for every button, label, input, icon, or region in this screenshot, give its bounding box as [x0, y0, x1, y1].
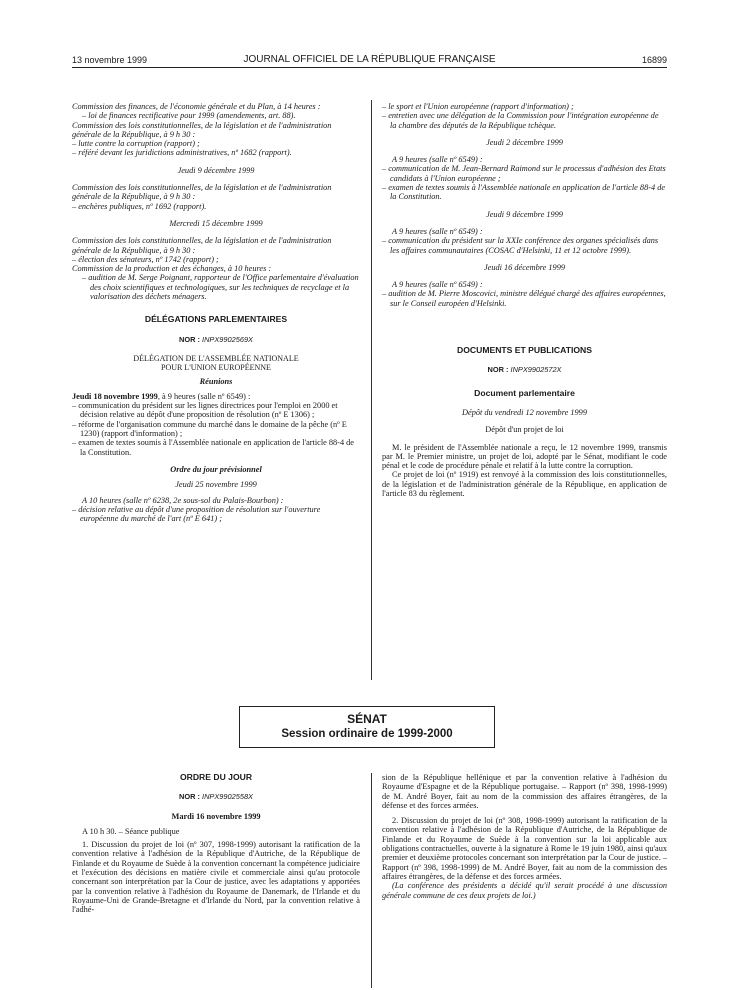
list-item: – réforme de l'organisation commune du marché dans le domaine de la pêche (nº E 1230) (rapport d'information) ;	[72, 419, 347, 439]
list-item: – audition de M. Pierre Moscovici, ministre délégué chargé des affaires européennes, sur le Conseil européen d'Helsinki.	[382, 289, 666, 308]
right-column-bottom	[382, 773, 667, 900]
paragraph: (La conférence des présidents a décidé qu'il serait procédé à une discussion générale commune de ces deux projets de loi.)	[382, 881, 667, 900]
paragraph: 1. Discussion du projet de loi (nº 307, 1998-1999) autorisant la ratification de la convention relative à l'adhésion de la République d'Autriche, de la République de Finlande et du Royaume de Suède à la convention concernant la compétence judiciaire et l'exécution des décisions en matière civile et commerciale ainsi qu'au protocole concernant son interprétation par la Cour de justice, avec les adaptations y apportées par la convention relative à l'adhésion du Royaume de Danemark, de l'Irlande et du Royaume-Uni de Grande-Bretagne et d'Irlande du Nord, par la convention relative à l'adhé-	[72, 840, 360, 915]
nor-line: NOR : INPX9902558X	[179, 792, 253, 802]
list-item: – communication du président sur les lignes directrices pour l'emploi en 2000 et décision relative au dépôt d'une proposition de résolution (nº E 1306) ;	[72, 401, 338, 420]
section-title-ordre-du-jour: ORDRE DU JOUR	[179, 772, 253, 782]
date-heading: Mardi 16 novembre 1999	[171, 811, 261, 821]
meeting-line: Jeudi 18 novembre 1999, à 9 heures (salle nº 6549) :	[72, 391, 251, 401]
paragraph: Commission de la production et des échanges, à 10 heures :	[72, 264, 272, 274]
date-heading: Jeudi 2 décembre 1999	[486, 137, 563, 147]
column-divider	[371, 773, 372, 988]
time-line: A 9 heures (salle nº 6549) :	[392, 226, 483, 236]
list-item: – examen de textes soumis à l'Assemblée nationale en application de l'article 88-4 de la Constitution.	[72, 438, 354, 457]
subheading-ordre: Ordre du jour prévisionnel	[170, 464, 262, 474]
paragraph: Commission des finances, de l'économie générale et du Plan, à 14 heures :	[72, 102, 321, 111]
header-page-number: 16899	[641, 55, 667, 65]
section-title-delegations: DÉLÉGATIONS PARLEMENTAIRES	[144, 314, 288, 325]
depot-subheading: Dépôt d'un projet de loi	[485, 425, 564, 435]
header-date: 13 novembre 1999	[72, 55, 148, 65]
left-column-bottom	[72, 773, 360, 915]
section-title-documents: DOCUMENTS ET PUBLICATIONS	[457, 345, 592, 356]
nor-line: NOR : INPX9902572X	[487, 365, 562, 375]
paragraph: M. le président de l'Assemblée nationale a reçu, le 12 novembre 1999, transmis par M. le Premier ministre, un projet de loi, adopté par le Sénat, modifiant le code pénal et le code de procédure pénale et relatif à la lutte contre la corruption.	[382, 442, 667, 471]
list-item: – lutte contre la corruption (rapport) ;	[72, 139, 200, 149]
time-line: A 9 heures (salle nº 6549) :	[392, 280, 483, 290]
list-item: – entretien avec une délégation de la Commission pour l'intégration européenne de la chambre des députés de la République tchèque.	[382, 111, 659, 130]
paragraph: Commission des lois constitutionnelles, de la législation et de l'administration générale de la République, à 9 h 30 :	[72, 183, 332, 202]
senat-session: Session ordinaire de 1999-2000	[281, 728, 453, 740]
column-divider	[371, 100, 372, 680]
depot-date: Dépôt du vendredi 12 novembre 1999	[462, 407, 587, 417]
time-line: A 10 heures (salle nº 6238, 2e sous-sol du Palais-Bourbon) :	[82, 495, 284, 505]
list-item: – enchères publiques, nº 1692 (rapport).	[72, 201, 207, 211]
list-item: – communication de M. Jean-Bernard Raimond sur le processus d'adhésion des Etats candidats à l'Union européenne ;	[382, 164, 666, 183]
list-item: – loi de finances rectificative pour 1999 (amendements, art. 88).	[82, 111, 296, 121]
header-journal-title: JOURNAL OFFICIEL DE LA RÉPUBLIQUE FRANÇAISE	[243, 54, 496, 65]
time-line: A 10 h 30. – Séance publique	[82, 826, 180, 836]
left-column-top	[72, 102, 360, 523]
time-line: A 9 heures (salle nº 6549) :	[392, 155, 483, 165]
paragraph: Commission des lois constitutionnelles, de la législation et de l'administration générale de la République, à 9 h 30 :	[72, 120, 332, 139]
date-heading: Jeudi 16 décembre 1999	[483, 262, 566, 272]
date-heading: Mercredi 15 décembre 1999	[169, 218, 263, 228]
list-item: – audition de M. Serge Poignant, rapporteur de l'Office parlementaire d'évaluation des choix scientifiques et technologiques, sur les techniques de recyclage et la valorisation des déchets ménagers.	[82, 273, 359, 302]
senat-title-box	[239, 706, 495, 748]
paragraph: Ce projet de loi (nº 1919) est renvoyé à la commission des lois constitutionnelles, de la législation et de l'administration générale de la République, en application de l'article 83 du règlement.	[382, 470, 667, 499]
nor-line: NOR : INPX9902569X	[179, 334, 253, 344]
list-item: – élection des sénateurs, nº 1742 (rapport) ;	[72, 254, 219, 264]
list-item: – examen de textes soumis à l'Assemblée nationale en application de l'article 88-4 de la Constitution.	[382, 183, 666, 202]
subheading-reunions: Réunions	[199, 376, 233, 386]
header-rule	[72, 67, 667, 68]
list-item: – référé devant les juridictions administratives, nº 1682 (rapport).	[72, 148, 292, 158]
date-heading: Jeudi 9 décembre 1999	[177, 165, 255, 175]
delegation-subtitle: DÉLÉGATION DE L'ASSEMBLÉE NATIONALE	[133, 353, 299, 363]
paragraph: Commission des lois constitutionnelles, de la législation et de l'administration générale de la République, à 9 h 30 :	[72, 236, 332, 255]
senat-title: SÉNAT	[347, 712, 387, 726]
date-heading: Jeudi 9 décembre 1999	[486, 209, 563, 219]
subheading-document-parlementaire: Document parlementaire	[474, 387, 575, 398]
list-item: – décision relative au dépôt d'une proposition de résolution sur l'ouverture européenne du marché de l'art (nº E 641) ;	[72, 504, 321, 524]
delegation-subtitle: POUR L'UNION EUROPÉENNE	[161, 363, 271, 373]
list-item: – le sport et l'Union européenne (rapport d'information) ;	[382, 102, 574, 111]
list-item: – communication du président sur la XXIe conférence des organes spécialisés dans les affaires communautaires (COSAC d'Helsinki, 11 et 12 octobre 1999).	[382, 236, 659, 255]
date-heading: Jeudi 25 novembre 1999	[175, 480, 257, 490]
paragraph: 2. Discussion du projet de loi (nº 308, 1998-1999) autorisant la ratification de la convention relative à l'adhésion de la République d'Autriche, de la République de Finlande et du Royaume de Suède à la convention sur la loi applicable aux obligations contractuelles, ouverte à la signature à Rome le 19 juin 1980, ainsi qu'aux premier et deuxième protocoles concernant son interprétation par la Cour de justice. – Rapport (nº 398, 1998-1999) de M. André Boyer, fait au nom de la commission des affaires étrangères, de la défense et des forces armées.	[382, 816, 667, 881]
paragraph: sion de la République hellénique et par la convention relative à l'adhésion du Royaume d'Espagne et de la République portugaise. – Rapport (nº 398, 1998-1999) de M. André Boyer, fait au nom de la commission des affaires étrangères, de la défense et des forces armées.	[382, 773, 667, 810]
right-column-top	[382, 102, 667, 498]
